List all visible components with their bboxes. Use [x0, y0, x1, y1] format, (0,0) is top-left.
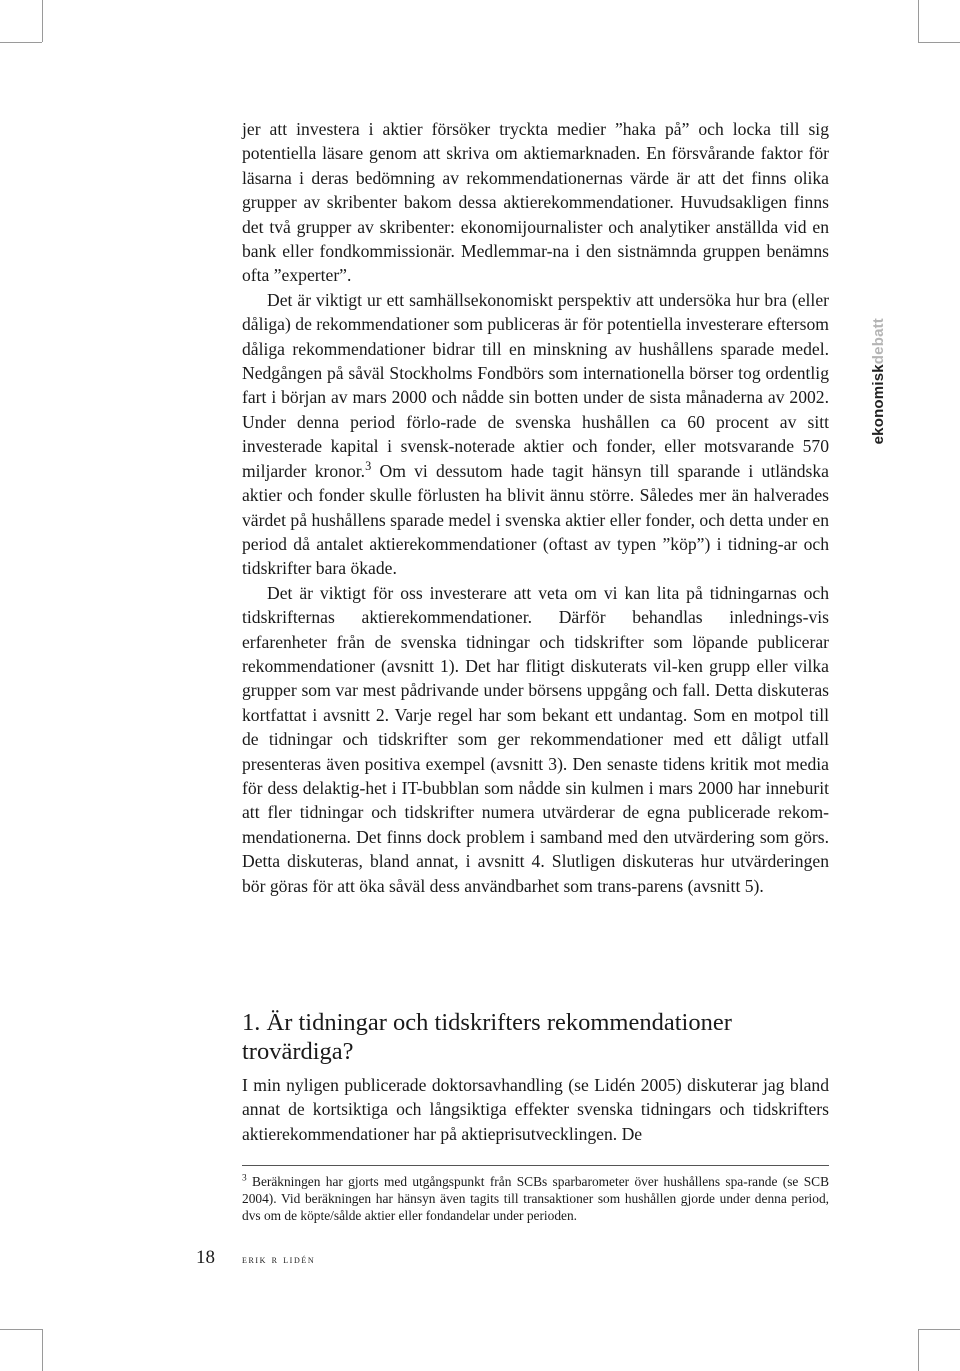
- brand-part-light: debatt: [870, 318, 887, 365]
- page-number: 18: [196, 1247, 215, 1268]
- footnote-ref: 3: [365, 458, 372, 473]
- footnote-divider: [242, 1165, 829, 1166]
- paragraph: jer att investera i aktier försöker tryckta medier ”haka på” och locka till sig potentiella läsare genom att skriva om aktiemarknaden. En försvårande faktor för läsarna i deras bedömning av rekommendationernas värde är att det finns olika grupper av skribenter bakom dessa aktierekommendationer. Huvudsakligen finns det två grupper av skribenter: ekonomijournalister och analytiker anställda vid en bank eller fondkommissionär. Medlemmar-na i den sistnämnda gruppen benämns ofta ”experter”.: [242, 119, 829, 286]
- crop-mark: [0, 1329, 42, 1330]
- footnote-number: 3: [242, 1173, 247, 1184]
- section-body: [242, 1073, 829, 1146]
- body-text: [242, 117, 829, 898]
- crop-mark: [918, 42, 960, 43]
- brand-part-dark: ekonomisk: [870, 364, 887, 445]
- paragraph: [242, 288, 829, 581]
- crop-mark: [918, 1329, 960, 1330]
- running-author: erik r lidén: [242, 1252, 316, 1266]
- crop-mark: [0, 42, 42, 43]
- section-heading: 1. Är tidningar och tidskrifters rekommendationer trovärdiga?: [242, 1009, 732, 1065]
- footnote-paragraph: [242, 1173, 829, 1225]
- paragraph: I min nyligen publicerade doktorsavhandling (se Lidén 2005) diskuterar jag bland annat de kortsiktiga och långsiktiga effekter svenska tidningars och tidskrifters aktierekommendationer har på aktieprisutvecklingen. De: [242, 1075, 829, 1144]
- journal-brand-label: [870, 318, 887, 444]
- paragraph-text: Om vi dessutom hade tagit hänsyn till sparande i utländska aktier och fonder skulle förlusten ha blivit ännu större. Således mer än halverades värdet på hushållens sparade medel i svenska aktier eller fonder, och detta under en period då antalet aktierekommendationer (oftast av typen ”köp”) i tidning-ar och tidskrifter bara ökade.: [242, 460, 829, 579]
- crop-mark: [42, 1329, 43, 1371]
- footnote-text: Beräkningen har gjorts med utgångspunkt från SCBs sparbarometer över hushållens spa-rande (se SCB 2004). Vid beräkningen har hänsyn även tagits till transaktioner som hushållen gjorde under denna period, dvs om de köpte/sålde aktier eller fondandelar under perioden.: [242, 1174, 829, 1224]
- crop-mark: [918, 1329, 919, 1371]
- paragraph-text: Det är viktigt ur ett samhällsekonomiskt perspektiv att undersöka hur bra (eller dåliga) de rekommendationer som publiceras är för potentiella investerare eftersom dåliga rekommendationer bidrar till en minskning av hushållens sparade medel. Nedgången på såväl Stockholms Fondbörs som internationella börser tog ordentlig fart i början av mars 2000 och nådde sin botten under de sista månaderna av 2002. Under denna period förlo-rade de svenska hushållen ca 60 procent av sitt investerade kapital i svensk-noterade aktier och fonder, eller motsvarande 570 miljarder kronor.: [242, 289, 829, 481]
- paragraph: Det är viktigt för oss investerare att veta om vi kan lita på tidningarnas och tidskrifternas aktierekommendationer. Därför behandlas inlednings-vis erfarenheter från de svenska tidningar och tidskrifter som löpande publicerar rekommendationer (avsnitt 1). Det har flitigt diskuterats vil-ken grupp eller vilka grupper som var mest pådrivande under börsens uppgång och fall. Detta diskuteras kortfattat i avsnitt 2. Varje regel har som bekant ett undantag. Som en motpol till de tidningar och tidskrifter som ger rekommendationer med ett dåligt utfall presenteras även positiva exempel (avsnitt 3). Den senaste tidens kritik mot media för dess delaktig-het i IT-bubblan som nådde sin kulmen i mars 2000 har inneburit att fler tidningar och tidskrifter numera utvärderar de egna publicerade rekom-mendationerna. Det finns dock problem i samband med den utvärdering som görs. Detta diskuteras, bland annat, i avsnitt 4. Slutligen diskuteras hur utvärderingen bör göras för att öka såväl dess användbarhet som trans-parens (avsnitt 5).: [242, 582, 829, 896]
- crop-mark: [918, 0, 919, 42]
- crop-mark: [42, 0, 43, 42]
- footnote: [242, 1173, 829, 1225]
